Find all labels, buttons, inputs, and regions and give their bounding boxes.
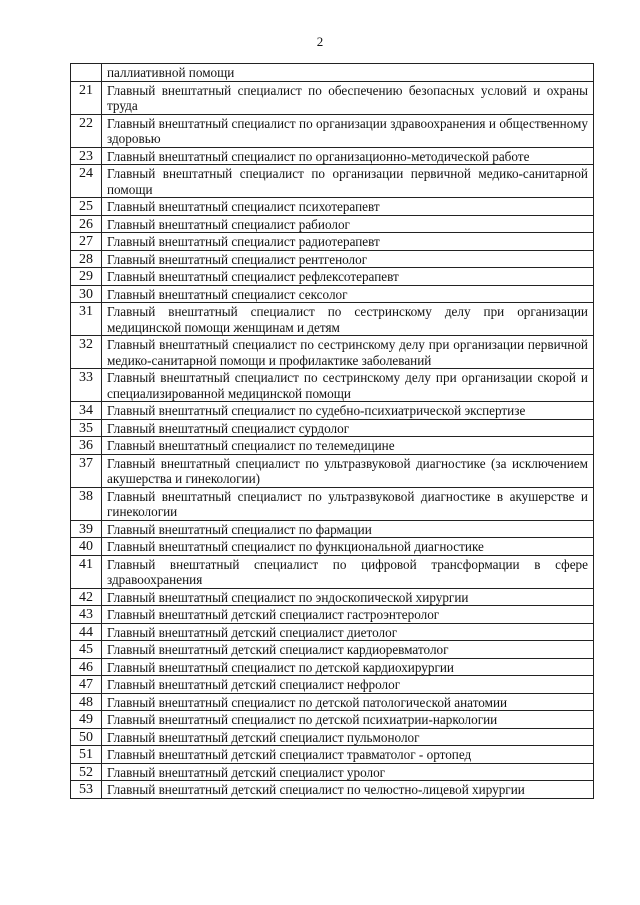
- specialist-title: Главный внештатный специалист сексолог: [102, 285, 594, 303]
- specialist-title: Главный внештатный специалист по функциональной диагностике: [102, 538, 594, 556]
- row-number: 23: [71, 147, 102, 165]
- row-number: 44: [71, 623, 102, 641]
- row-number: 36: [71, 437, 102, 455]
- row-number: 24: [71, 165, 102, 198]
- specialist-title: Главный внештатный специалист по цифровой трансформации в сфере здравоохранения: [102, 555, 594, 588]
- table-row: [71, 147, 594, 165]
- row-number: 25: [71, 198, 102, 216]
- page-number: 2: [316, 34, 324, 49]
- table-row: [71, 233, 594, 251]
- row-number: 49: [71, 711, 102, 729]
- specialist-title: Главный внештатный специалист по сестринскому делу при организации медицинской помощи женщинам и детям: [102, 303, 594, 336]
- table-row: [71, 336, 594, 369]
- row-number: 38: [71, 487, 102, 520]
- specialist-title: Главный внештатный специалист по детской кардиохирургии: [102, 658, 594, 676]
- row-number: 21: [71, 81, 102, 114]
- specialists-table: [70, 63, 594, 799]
- row-number: 45: [71, 641, 102, 659]
- specialist-title: Главный внештатный специалист по сестринскому делу при организации первичной медико-санитарной помощи и профилактике заболеваний: [102, 336, 594, 369]
- table-row: [71, 658, 594, 676]
- specialist-title: Главный внештатный специалист по ультразвуковой диагностике (за исключением акушерства и гинекологии): [102, 454, 594, 487]
- table-row: [71, 676, 594, 694]
- row-number: 52: [71, 763, 102, 781]
- specialist-title: Главный внештатный детский специалист уролог: [102, 763, 594, 781]
- table-row: [71, 711, 594, 729]
- row-number: 29: [71, 268, 102, 286]
- specialist-title: Главный внештатный специалист по организации первичной медико-санитарной помощи: [102, 165, 594, 198]
- table-row: [71, 250, 594, 268]
- table-row: [71, 588, 594, 606]
- table-row: [71, 268, 594, 286]
- table-row: [71, 763, 594, 781]
- specialist-title: Главный внештатный детский специалист пульмонолог: [102, 728, 594, 746]
- specialist-title: Главный внештатный специалист психотерапевт: [102, 198, 594, 216]
- specialist-title: Главный внештатный детский специалист кардиоревматолог: [102, 641, 594, 659]
- table-row: [71, 419, 594, 437]
- specialists-table-body: [71, 64, 594, 799]
- table-row: [71, 81, 594, 114]
- table-row: [71, 538, 594, 556]
- row-number: 46: [71, 658, 102, 676]
- table-row: [71, 114, 594, 147]
- table-row: [71, 623, 594, 641]
- row-number: 50: [71, 728, 102, 746]
- table-row: [71, 165, 594, 198]
- row-number: 39: [71, 520, 102, 538]
- table-row: [71, 555, 594, 588]
- table-row: [71, 728, 594, 746]
- row-number: 42: [71, 588, 102, 606]
- row-number: 47: [71, 676, 102, 694]
- specialist-title: Главный внештатный детский специалист по челюстно-лицевой хирургии: [102, 781, 594, 799]
- row-number: 26: [71, 215, 102, 233]
- specialist-title: Главный внештатный специалист по детской патологической анатомии: [102, 693, 594, 711]
- table-row: [71, 437, 594, 455]
- specialist-title: Главный внештатный детский специалист нефролог: [102, 676, 594, 694]
- specialist-title: паллиативной помощи: [102, 64, 594, 82]
- specialist-title: Главный внештатный детский специалист диетолог: [102, 623, 594, 641]
- table-row: [71, 64, 594, 82]
- specialist-title: Главный внештатный специалист по фармации: [102, 520, 594, 538]
- table-row: [71, 746, 594, 764]
- row-number: 33: [71, 369, 102, 402]
- row-number: 34: [71, 402, 102, 420]
- specialist-title: Главный внештатный специалист по обеспечению безопасных условий и охраны труда: [102, 81, 594, 114]
- table-row: [71, 520, 594, 538]
- table-row: [71, 303, 594, 336]
- row-number: 28: [71, 250, 102, 268]
- specialist-title: Главный внештатный специалист по телемедицине: [102, 437, 594, 455]
- table-row: [71, 215, 594, 233]
- specialist-title: Главный внештатный специалист по организации здравоохранения и общественному здоровью: [102, 114, 594, 147]
- table-row: [71, 487, 594, 520]
- specialist-title: Главный внештатный специалист радиотерапевт: [102, 233, 594, 251]
- specialist-title: Главный внештатный специалист по организационно-методической работе: [102, 147, 594, 165]
- row-number: [71, 64, 102, 82]
- row-number: 40: [71, 538, 102, 556]
- table-row: [71, 369, 594, 402]
- row-number: 43: [71, 606, 102, 624]
- table-row: [71, 198, 594, 216]
- table-row: [71, 402, 594, 420]
- table-row: [71, 693, 594, 711]
- row-number: 48: [71, 693, 102, 711]
- table-row: [71, 641, 594, 659]
- row-number: 30: [71, 285, 102, 303]
- specialist-title: Главный внештатный специалист рефлексотерапевт: [102, 268, 594, 286]
- row-number: 22: [71, 114, 102, 147]
- specialist-title: Главный внештатный специалист по ультразвуковой диагностике в акушерстве и гинекологии: [102, 487, 594, 520]
- specialist-title: Главный внештатный специалист по судебно-психиатрической экспертизе: [102, 402, 594, 420]
- specialist-title: Главный внештатный специалист по эндоскопической хирургии: [102, 588, 594, 606]
- row-number: 51: [71, 746, 102, 764]
- row-number: 31: [71, 303, 102, 336]
- specialist-title: Главный внештатный специалист по сестринскому делу при организации скорой и специализированной медицинской помощи: [102, 369, 594, 402]
- specialist-title: Главный внештатный специалист рабиолог: [102, 215, 594, 233]
- row-number: 35: [71, 419, 102, 437]
- table-row: [71, 606, 594, 624]
- specialist-title: Главный внештатный специалист рентгенолог: [102, 250, 594, 268]
- row-number: 32: [71, 336, 102, 369]
- table-row: [71, 454, 594, 487]
- specialist-title: Главный внештатный детский специалист травматолог - ортопед: [102, 746, 594, 764]
- row-number: 37: [71, 454, 102, 487]
- specialist-title: Главный внештатный специалист сурдолог: [102, 419, 594, 437]
- row-number: 53: [71, 781, 102, 799]
- table-row: [71, 781, 594, 799]
- specialist-title: Главный внештатный детский специалист гастроэнтеролог: [102, 606, 594, 624]
- specialist-title: Главный внештатный специалист по детской психиатрии-наркологии: [102, 711, 594, 729]
- table-row: [71, 285, 594, 303]
- row-number: 27: [71, 233, 102, 251]
- row-number: 41: [71, 555, 102, 588]
